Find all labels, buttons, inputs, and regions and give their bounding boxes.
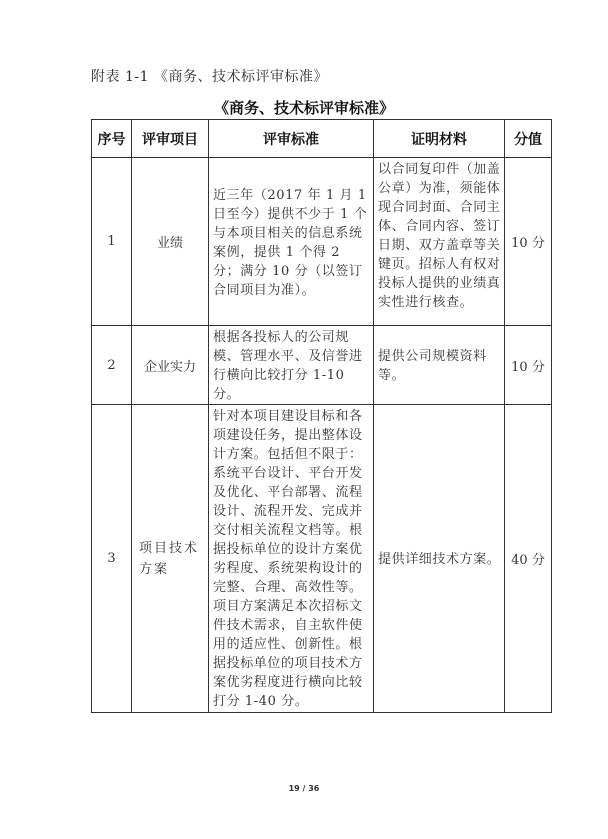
page-number: 19 / 36: [288, 784, 320, 793]
row-item: 企业实力: [132, 326, 209, 405]
row-evidence: 提供详细技术方案。: [374, 405, 505, 713]
header-criteria: 评审标准: [209, 120, 374, 158]
header-item: 评审项目: [132, 120, 209, 158]
header-no: 序号: [92, 120, 132, 158]
row-evidence: 提供公司规模资料等。: [374, 326, 505, 405]
row-item: 业绩: [132, 158, 209, 326]
row-criteria: 根据各投标人的公司规模、管理水平、及信誉进行横向比较打分 1-10 分。: [209, 326, 374, 405]
table-row: [92, 158, 552, 326]
row-no: 1: [92, 158, 132, 326]
evaluation-table: [91, 119, 552, 713]
row-score: 10 分: [505, 326, 552, 405]
row-no: 2: [92, 326, 132, 405]
row-item: 项目技术方案: [132, 405, 209, 713]
header-score: 分值: [505, 120, 552, 158]
row-score: 40 分: [505, 405, 552, 713]
table-row: [92, 405, 552, 713]
row-criteria: 针对本项目建设目标和各项建设任务，提出整体设计方案。包括但不限于：系统平台设计、平台开发及优化、平台部署、流程设计、流程开发、完成并交付相关流程文档等。根据投标单位的设计方案优劣程度、系统架构设计的完整、合理、高效性等。项目方案满足本次招标文件技术需求，自主软件使用的适应性、创新性。根据投标单位的项目技术方案优劣程度进行横向比较打分 1-40 分。: [209, 405, 374, 713]
table-title: 《商务、技术标评审标准》: [213, 99, 394, 117]
attachment-label: 附表 1-1 《商务、技术标评审标准》: [91, 69, 328, 85]
row-score: 10 分: [505, 158, 552, 326]
table-header-row: [92, 120, 552, 158]
row-criteria: 近三年（2017 年 1 月 1 日至今）提供不少于 1 个与本项目相关的信息系统案例，提供 1 个得 2 分；满分 10 分（以签订合同项目为准）。: [209, 158, 374, 326]
header-evidence: 证明材料: [374, 120, 505, 158]
row-evidence: 以合同复印件（加盖公章）为准，须能体现合同封面、合同主体、合同内容、签订日期、双方盖章等关键页。招标人有权对投标人提供的业绩真实性进行核查。: [374, 158, 505, 326]
row-no: 3: [92, 405, 132, 713]
table-row: [92, 326, 552, 405]
